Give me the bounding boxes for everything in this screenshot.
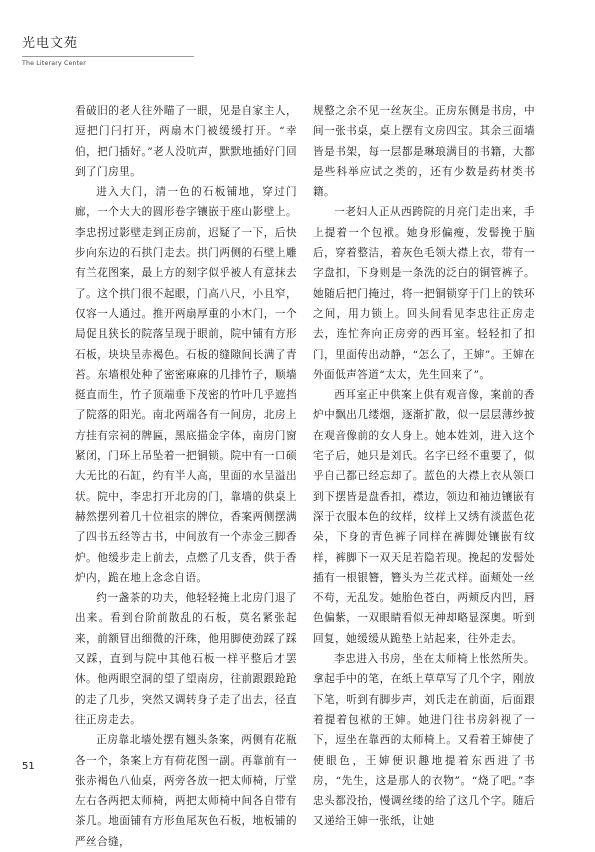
paragraph: 约一盏茶的功夫，他轻轻掩上北房门退了出来。看到台阶前散乱的石板，莫名紧张起来，前额冒出细微的汗珠，他用脚使劲踩了踩又踩，直到与院中其他石板一样平整后才罢休。他两眼空洞的望了望南房，往前跟跟跄跄的走了几步，突然又调转身子走了出去，径直往正房走去。 [75, 592, 297, 726]
paragraph: 正房靠北墙处摆有翘头条案，两侧有花瓶各一个，条案上方有荷花图一副。再靠前有一张赤褐色八仙桌，两旁各放一把太师椅，厅堂左右各两把太师椅，两把太师椅中间各自带有茶几。地面铺有方形鱼尾灰色石板，地板铺的严丝合缝， [75, 734, 297, 848]
header-divider [22, 56, 194, 57]
text-column-left [75, 101, 297, 852]
paragraph: 看破旧的老人往外瞄了一眼，见是自家主人，逗把门闩打开，两扇木门被缓缓打开。“幸伯，把门插好。”老人没吭声，默默地插好门回到了门房里。 [75, 105, 297, 178]
page-number: 51 [22, 761, 35, 772]
paragraph: 进入大门，清一色的石板铺地，穿过门廊，一个大大的圆形卷字镶嵌于座山影壁上。李忠拐过影壁走到正房前，迟疑了一下，后快步向东边的石拱门走去。拱门两侧的石壁上雕有兰花图案，最上方的刻字似乎被人有意抹去了。这个拱门很不起眼，门高八尺，小且窄，仅容一人通过。推开两扇厚重的小木门，一个局促且狭长的院落呈现于眼前，院中铺有方形石板，块块呈赤褐色。石板的缝隙间长满了青苔。东墙根处种了密密麻麻的几排竹子，顺墙挺直而生，竹子顶端垂下茂密的竹叶几乎遮挡了院落的阳光。南北两端各有一间房，北房上方挂有宗祠的牌匾，黑底描金字体，南房门窗紧闭，门环上吊坠着一把铜锁。院中有一口硕大无比的石缸，约有半人高，里面的水呈溢出状。院中，李忠打开北房的门，靠墙的供桌上赫然摆列着几十位祖宗的牌位，香案两侧摆满了四书五经等古书，中间放有一个赤金三脚香炉。他缓步走上前去，点燃了几支香，供于香炉内，跪在地上念念自语。 [75, 186, 297, 584]
magazine-title: 光电文苑 [22, 36, 79, 51]
text-column-right [313, 101, 535, 832]
paragraph: 规整之余不见一丝灰尘。正房东侧是书房，中间一张书桌，桌上摆有文房四宝。其余三面墙皆是书架，每一层都是琳琅满目的书籍，大都是些科举应试之类的，还有少数是药材类书籍。 [313, 105, 535, 199]
paragraph: 西耳室正中供案上供有观音像，案前的香炉中飘出几缕烟，逐渐扩散，似一层层薄纱披在观音像前的女人身上。她本姓刘，进入这个宅子后，她只是刘氏。名字已经不重要了，似乎自己都已经忘却了。蓝色的大襟上衣从领口到下摆皆是盘香扣，襟边，领边和袖边镶嵌有深于衣服本色的纹样，纹样上又绣有淡蓝色花朵，下身的青色裤子同样在裤脚处镶嵌有纹样，裤脚下一双天足若隐若现。挽起的发髻处插有一根银簪，簪头为兰花式样。面颊处一丝不苟，无乱发。她胎色苍白，两颊反内凹，唇色偏紫，一双眼睛看似无神却略显深奥。听到回复，她缓缓从跪垫上站起来，往外走去。 [313, 389, 535, 645]
magazine-subtitle: The Literary Center [22, 60, 87, 67]
page-header [22, 36, 194, 67]
paragraph: 一老妇人正从西跨院的月亮门走出来，手上提着一个包袱。她身形偏瘦，发髻挽于脑后，穿着整洁，着灰色毛领大襟上衣，带有一字盘扣，下身则是一条洗的泛白的铜管裤子。她随后把门掩过，将一把铜锁穿于门上的铁环之间，用力锁上。回头间看见李忠往正房走去，连忙奔向正房旁的西耳室。轻轻扣了扣门，里面传出动静，“怎么了，王婶”。王婶在外面低声答道“太太，先生回来了”。 [313, 206, 535, 381]
paragraph: 李忠进入书房，坐在太师椅上怅然所失。拿起手中的笔，在纸上草草写了几个字，刚放下笔，听到有脚步声，刘氏走在前面，后面跟着提着包袱的王婶。她进门往书房斜视了一下，逗坐在靠西的太师椅上。又看着王婶使了使眼色，王婶便识趣地提着东西进了书房，“先生，这是那人的衣物”。“烧了吧。”李忠头都没抬，慢调丝缕的给了这几个字。随后又递给王婶一张纸，让她 [313, 653, 535, 828]
